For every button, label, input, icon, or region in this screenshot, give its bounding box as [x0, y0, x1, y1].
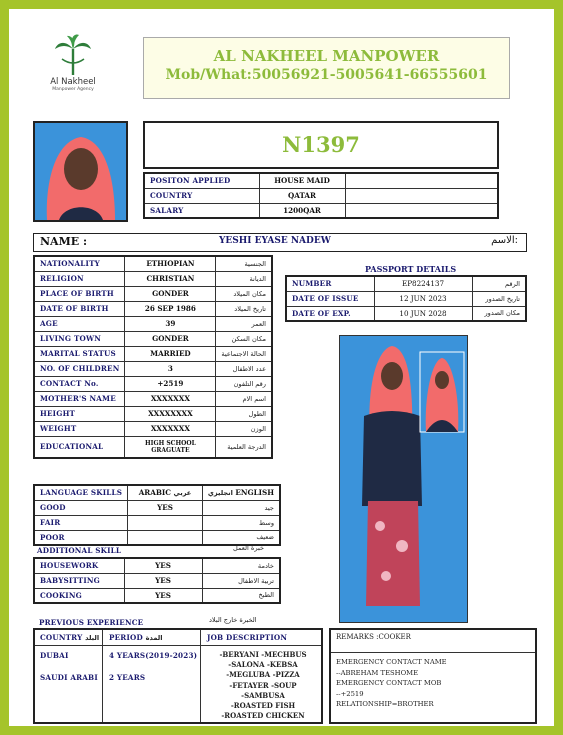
- skill-label: HOUSEWORK: [34, 558, 124, 573]
- table-row: [34, 391, 272, 406]
- table-row: [34, 406, 272, 421]
- table-row: [286, 306, 526, 321]
- personal-label: WEIGHT: [34, 421, 125, 436]
- skill-value: YES: [124, 573, 202, 588]
- personal-label-ar: رقم التلفون: [216, 376, 272, 391]
- emergency-contact-line: EMERGENCY CONTACT MOB: [336, 679, 442, 687]
- personal-label-ar: مكان الميلاد: [216, 286, 272, 301]
- language-level: GOOD: [34, 500, 128, 515]
- job-label: COUNTRY: [144, 188, 259, 203]
- personal-value: XXXXXXXX: [125, 406, 216, 421]
- skill-label: COOKING: [34, 588, 124, 603]
- language-level-ar: جيد: [202, 500, 280, 515]
- personal-label: HEIGHT: [34, 406, 125, 421]
- table-row: [34, 530, 280, 545]
- job-description-line: -MEGLUBA -PIZZA: [226, 670, 300, 680]
- remarks-box: [329, 628, 537, 724]
- language-header: LANGUAGE SKILLS: [34, 485, 128, 500]
- name-label-arabic: الاسم:: [491, 235, 518, 246]
- personal-label: DATE OF BIRTH: [34, 301, 125, 316]
- table-row: [34, 588, 280, 603]
- job-value: QATAR: [259, 188, 345, 203]
- table-row: [34, 376, 272, 391]
- passport-table: [285, 275, 527, 322]
- personal-label: PLACE OF BIRTH: [34, 286, 125, 301]
- experience-title: PREVIOUS EXPERIENCE: [39, 618, 144, 627]
- reference-box: [143, 121, 499, 169]
- name-label: NAME :: [40, 235, 88, 248]
- job-description-line: -SALONA -KEBSA: [228, 660, 298, 670]
- applicant-name: YESHI EYASE NADEW: [219, 236, 331, 246]
- language-skills-table: [33, 484, 281, 546]
- arabic-level: [128, 515, 203, 530]
- passport-label-ar: تاريخ الصدور: [472, 291, 526, 306]
- passport-label-ar: مكان الصدور: [472, 306, 526, 321]
- language-level-ar: ضعيف: [202, 530, 280, 545]
- passport-label: NUMBER: [286, 276, 374, 291]
- personal-label-ar: الجنسية: [216, 256, 272, 271]
- personal-value: ETHIOPIAN: [125, 256, 216, 271]
- personal-label-ar: تاريخ الميلاد: [216, 301, 272, 316]
- personal-value: +2519: [125, 376, 216, 391]
- skill-label: BABYSITTING: [34, 573, 124, 588]
- logo-subtitle: Manpower Agency: [52, 87, 94, 92]
- english-header: ENGLISH: [235, 488, 274, 498]
- experience-period: 4 YEARS(2019-2023): [109, 651, 198, 660]
- arabic-header: ARABIC: [138, 488, 172, 498]
- personal-label-ar: الحالة الاجتماعية: [216, 346, 272, 361]
- personal-label-ar: عدد الاطفال: [216, 361, 272, 376]
- personal-label: CONTACT No.: [34, 376, 125, 391]
- personal-label-ar: الدرجة العلمية: [216, 436, 272, 458]
- emergency-contact-line: RELATIONSHIP=BROTHER: [336, 700, 434, 708]
- table-row: [34, 421, 272, 436]
- personal-label: NO. OF CHILDREN: [34, 361, 125, 376]
- col-country: COUNTRY: [40, 633, 83, 642]
- passport-label: DATE OF EXP.: [286, 306, 374, 321]
- additional-skill-title: ADDITIONAL SKILL: [37, 546, 122, 555]
- table-row: [34, 346, 272, 361]
- personal-value: CHRISTIAN: [125, 271, 216, 286]
- job-table: [143, 172, 499, 219]
- job-description-list: [207, 650, 319, 721]
- personal-label: MARITAL STATUS: [34, 346, 125, 361]
- emergency-contact-line: --ABREHAM TESHOME: [336, 668, 419, 677]
- personal-label-ar: العمر: [216, 316, 272, 331]
- skill-value: YES: [124, 558, 202, 573]
- table-row: [34, 436, 272, 458]
- portrait-photo: [33, 121, 128, 222]
- personal-value: GONDER: [125, 286, 216, 301]
- personal-value: 26 SEP 1986: [125, 301, 216, 316]
- personal-value: HIGH SCHOOL GRAGUATE: [125, 436, 216, 458]
- table-row: [34, 485, 280, 500]
- col-job-description: JOB DESCRIPTION: [207, 633, 288, 642]
- job-description-line: -FETAYER -SOUP: [229, 680, 297, 690]
- table-row: [34, 271, 272, 286]
- arabic-header-ar: عربي: [173, 489, 192, 498]
- personal-label: AGE: [34, 316, 125, 331]
- job-description-line: -ROASTED FISH: [230, 701, 296, 711]
- table-row: [34, 256, 272, 271]
- table-row: [34, 316, 272, 331]
- personal-details-table: [33, 255, 273, 459]
- table-row: [286, 291, 526, 306]
- table-row: [34, 301, 272, 316]
- personal-value: GONDER: [125, 331, 216, 346]
- experience-title-ar: الخبرة خارج البلاد: [209, 616, 257, 624]
- personal-value: 3: [125, 361, 216, 376]
- full-body-photo: [339, 335, 468, 623]
- table-row: [34, 331, 272, 346]
- personal-value: XXXXXXX: [125, 391, 216, 406]
- english-header-ar: انجليزي: [207, 489, 233, 498]
- col-period-ar: المدة: [145, 634, 163, 642]
- emergency-contact-line: --+2519: [336, 689, 364, 698]
- passport-value: 10 JUN 2028: [374, 306, 472, 321]
- personal-label: MOTHER'S NAME: [34, 391, 125, 406]
- header-banner: [143, 37, 510, 99]
- table-row: [144, 173, 498, 188]
- passport-label: DATE OF ISSUE: [286, 291, 374, 306]
- table-row: [144, 188, 498, 203]
- table-row: [34, 573, 280, 588]
- remarks-text: REMARKS :COOKER: [336, 633, 411, 641]
- personal-label-ar: اسم الام: [216, 391, 272, 406]
- passport-label-ar: الرقم: [472, 276, 526, 291]
- passport-title: PASSPORT DETAILS: [365, 264, 457, 274]
- personal-label: LIVING TOWN: [34, 331, 125, 346]
- experience-table: [33, 628, 323, 724]
- experience-country: SAUDI ARABI: [40, 673, 98, 682]
- personal-value: 39: [125, 316, 216, 331]
- name-bar: [33, 233, 527, 252]
- company-title: AL NAKHEEL MANPOWER: [213, 47, 440, 65]
- skill-value: YES: [124, 588, 202, 603]
- table-row: [34, 558, 280, 573]
- experience-country: DUBAI: [40, 651, 69, 660]
- job-value: HOUSE MAID: [259, 173, 345, 188]
- personal-label-ar: الطول: [216, 406, 272, 421]
- additional-skill-title-ar: خبرة العمل: [233, 544, 265, 552]
- palm-logo-icon: [53, 33, 93, 77]
- language-level-ar: وسط: [202, 515, 280, 530]
- personal-value: MARRIED: [125, 346, 216, 361]
- company-contact: Mob/What:50056921-5005641-66555601: [165, 67, 488, 83]
- table-row: [34, 515, 280, 530]
- col-period: PERIOD: [109, 633, 143, 642]
- job-description-line: -BERYANI -MECHBUS: [219, 650, 307, 659]
- reference-code: N1397: [282, 132, 360, 157]
- company-logo: [39, 33, 107, 105]
- skill-label-ar: الطبخ: [202, 588, 280, 603]
- logo-title: Al Nakheel: [50, 77, 96, 87]
- language-level: POOR: [34, 530, 128, 545]
- table-row: [34, 500, 280, 515]
- table-row: [144, 203, 498, 218]
- table-row: [286, 276, 526, 291]
- experience-period: 2 YEARS: [109, 673, 146, 682]
- personal-label: RELIGION: [34, 271, 125, 286]
- arabic-level: [128, 530, 203, 545]
- job-description-line: -SAMBUSA: [241, 690, 285, 700]
- personal-label: NATIONALITY: [34, 256, 125, 271]
- personal-label-ar: مكان السكن: [216, 331, 272, 346]
- language-level: FAIR: [34, 515, 128, 530]
- passport-value: EP8224137: [374, 276, 472, 291]
- personal-label-ar: الديانة: [216, 271, 272, 286]
- table-row: [34, 361, 272, 376]
- col-country-ar: البلد: [85, 634, 100, 642]
- job-value: 1200QAR: [259, 203, 345, 218]
- job-label: POSITON APPLIED: [144, 173, 259, 188]
- passport-value: 12 JUN 2023: [374, 291, 472, 306]
- emergency-contact: [336, 657, 447, 710]
- skill-label-ar: تربية الاطفال: [202, 573, 280, 588]
- job-label: SALARY: [144, 203, 259, 218]
- skill-label-ar: خادمة: [202, 558, 280, 573]
- personal-value: XXXXXXX: [125, 421, 216, 436]
- personal-label: EDUCATIONAL: [34, 436, 125, 458]
- arabic-level: YES: [128, 500, 203, 515]
- personal-label-ar: الوزن: [216, 421, 272, 436]
- emergency-contact-line: EMERGENCY CONTACT NAME: [336, 658, 447, 666]
- table-row: [34, 286, 272, 301]
- job-description-line: -ROASTED CHICKEN: [221, 711, 305, 721]
- additional-skills-table: [33, 557, 281, 604]
